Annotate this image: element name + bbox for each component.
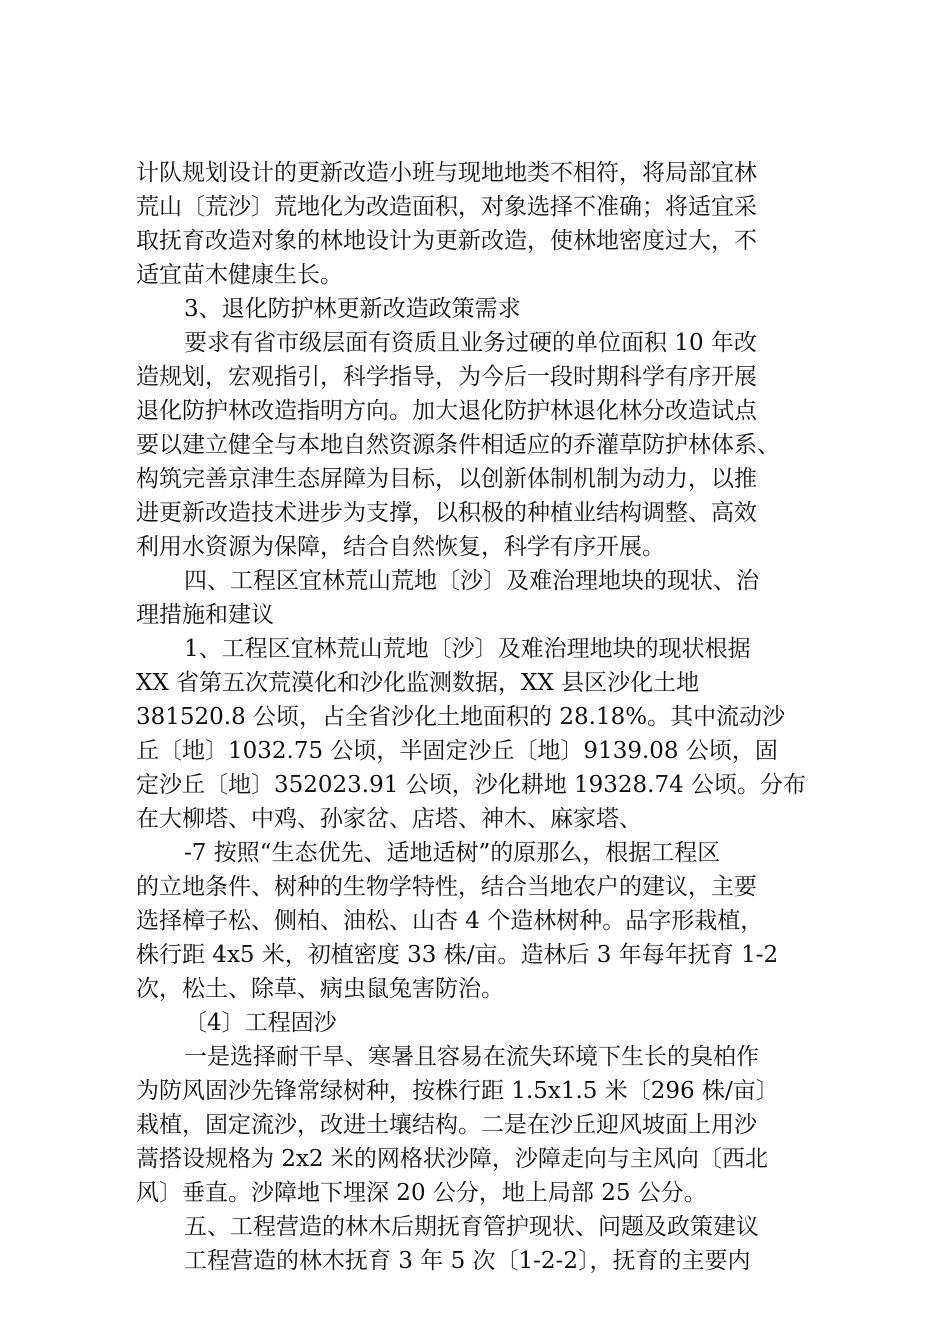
text-line: 要求有省市级层面有资质且业务过硬的单位面积 10 年改 bbox=[184, 330, 757, 356]
text-line: XX 省第五次荒漠化和沙化监测数据，XX 县区沙化土地 bbox=[136, 670, 700, 696]
section-heading: 五、工程营造的林木后期抚育管护现状、问题及政策建议 bbox=[184, 1214, 759, 1240]
text-line: 风〕垂直。沙障地下埋深 20 公分，地上局部 25 公分。 bbox=[136, 1180, 707, 1206]
section-heading: 3、退化防护林更新改造政策需求 bbox=[184, 296, 521, 322]
text-line: 1、工程区宜林荒山荒地〔沙〕及难治理地块的现状根据 bbox=[184, 636, 751, 662]
text-line: 工程营造的林木抚育 3 年 5 次〔1-2-2〕，抚育的主要内 bbox=[184, 1248, 751, 1274]
text-line: 丘〔地〕1032.75 公顷，半固定沙丘〔地〕9139.08 公顷，固 bbox=[136, 738, 778, 764]
text-line: 选择樟子松、侧柏、油松、山杏 4 个造林树种。品字形栽植， bbox=[136, 908, 764, 934]
document-body bbox=[136, 156, 836, 1278]
text-line: 定沙丘〔地〕352023.91 公顷，沙化耕地 19328.74 公顷。分布 bbox=[136, 772, 807, 798]
text-line: 进更新改造技术进步为支撑，以积极的种植业结构调整、高效 bbox=[136, 500, 757, 526]
text-line: 蒿搭设规格为 2x2 米的网格状沙障，沙障走向与主风向〔西北 bbox=[136, 1146, 768, 1172]
section-heading: 四、工程区宜林荒山荒地〔沙〕及难治理地块的现状、治 bbox=[184, 568, 759, 594]
text-line: -7 按照“生态优先、适地适树”的原那么，根据工程区 bbox=[184, 840, 721, 866]
text-line: 荒山〔荒沙〕荒地化为改造面积，对象选择不准确；将适宜采 bbox=[136, 194, 757, 220]
text-line: 适宜苗木健康生长。 bbox=[136, 262, 343, 288]
text-line: 要以建立健全与本地自然资源条件相适应的乔灌草防护林体系、 bbox=[136, 432, 780, 458]
text-line: 计队规划设计的更新改造小班与现地地类不相符，将局部宜林 bbox=[136, 160, 757, 186]
text-line: 在大柳塔、中鸡、孙家岔、店塔、神木、麻家塔、 bbox=[136, 806, 642, 832]
text-line: 381520.8 公顷，占全省沙化土地面积的 28.18%。其中流动沙 bbox=[136, 704, 786, 730]
text-line: 的立地条件、树种的生物学特性，结合当地农户的建议，主要 bbox=[136, 874, 757, 900]
text-line: 次，松土、除草、病虫鼠兔害防治。 bbox=[136, 976, 504, 1002]
subsection-heading: 〔4〕工程固沙 bbox=[184, 1010, 337, 1036]
text-line: 利用水资源为保障，结合自然恢复，科学有序开展。 bbox=[136, 534, 665, 560]
text-line: 株行距 4x5 米，初植密度 33 株/亩。造林后 3 年每年抚育 1-2 bbox=[136, 942, 779, 968]
text-line: 造规划，宏观指引，科学指导，为今后一段时期科学有序开展 bbox=[136, 364, 757, 390]
section-heading-cont: 理措施和建议 bbox=[136, 602, 274, 628]
text-line: 构筑完善京津生态屏障为目标，以创新体制机制为动力，以推 bbox=[136, 466, 757, 492]
text-line: 取抚育改造对象的林地设计为更新改造，使林地密度过大，不 bbox=[136, 228, 757, 254]
text-line: 退化防护林改造指明方向。加大退化防护林退化林分改造试点 bbox=[136, 398, 757, 424]
text-line: 一是选择耐干旱、寒暑且容易在流失环境下生长的臭柏作 bbox=[184, 1044, 759, 1070]
text-line: 为防风固沙先锋常绿树种，按株行距 1.5x1.5 米〔296 株/亩〕 bbox=[136, 1078, 779, 1104]
text-line: 栽植，固定流沙，改进土壤结构。二是在沙丘迎风坡面上用沙 bbox=[136, 1112, 757, 1138]
